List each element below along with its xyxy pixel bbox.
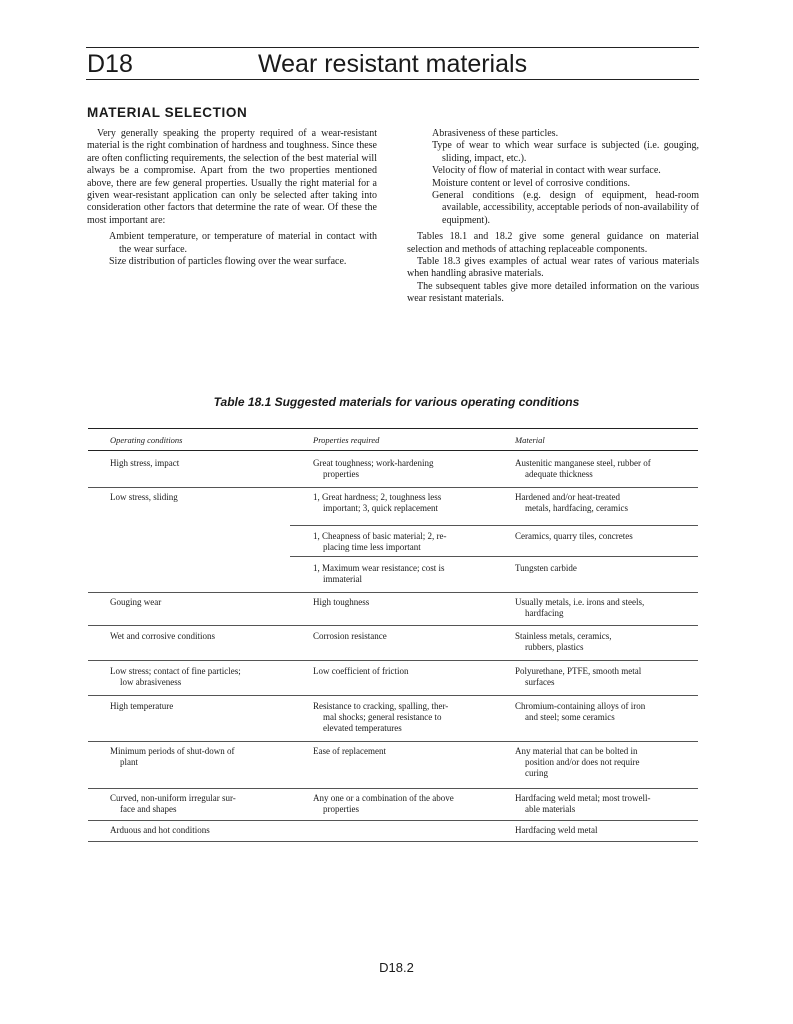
cell-line: Low stress; contact of fine particles; (110, 666, 241, 676)
cell-condition (110, 631, 285, 642)
table-row-rule (88, 695, 698, 696)
right-text-column (407, 128, 699, 306)
cell-properties (313, 563, 485, 585)
cell-material (515, 531, 693, 542)
cell-line: properties (323, 804, 359, 814)
cell-line: High toughness (313, 597, 370, 607)
cell-line: Ease of replacement (313, 746, 386, 756)
factor-item: Ambient temperature, or temperature of material in contact with the wear surface. (109, 231, 377, 255)
cell-properties (313, 531, 485, 553)
left-text-column (87, 128, 377, 268)
cell-material (515, 631, 693, 653)
cell-material (515, 597, 693, 619)
cell-line: and steel; some ceramics (525, 712, 615, 722)
cell-condition (110, 825, 285, 836)
cell-properties (313, 746, 485, 757)
cell-material (515, 701, 693, 723)
cell-condition (110, 701, 285, 712)
cell-properties (313, 631, 485, 642)
cell-line: important; 3, quick replacement (323, 503, 438, 513)
section-code: D18 (87, 50, 133, 78)
cell-line: Stainless metals, ceramics, (515, 631, 612, 641)
cell-line: 1, Maximum wear resistance; cost is (313, 563, 445, 573)
factor-item: Size distribution of particles flowing over the wear surface. (109, 256, 347, 268)
cell-line: 1, Cheapness of basic material; 2, re- (313, 531, 447, 541)
table-row-rule (88, 741, 698, 742)
cell-line: Ceramics, quarry tiles, concretes (515, 531, 633, 541)
cell-line: plant (120, 757, 138, 767)
cell-line: Hardened and/or heat-treated (515, 492, 620, 502)
cell-line: Low coefficient of friction (313, 666, 409, 676)
cell-properties (313, 701, 485, 734)
cell-line: High stress, impact (110, 458, 180, 468)
cell-line: rubbers, plastics (525, 642, 584, 652)
cell-line: Austenitic manganese steel, rubber of (515, 458, 651, 468)
table-row-rule (290, 556, 698, 557)
table-header-rule (88, 450, 698, 451)
cell-material (515, 563, 693, 574)
cell-line: low abrasiveness (120, 677, 182, 687)
cell-line: immaterial (323, 574, 362, 584)
cell-line: adequate thickness (525, 469, 593, 479)
intro-paragraph: Very generally speaking the property required of a wear-resistant material is the right combination of hardness and toughness. Since these are often conflicting requirements, the selection of the best material will always be a compromise. Apart from the two properties mentioned above, there are few general properties. Usually the right material for a given wear-resistant application can only be selected after taking into consideration other factors that determine the rate of wear. Of these the most important are: (87, 128, 377, 226)
cell-line: Hardfacing weld metal (515, 825, 598, 835)
guidance-paragraphs (407, 231, 699, 305)
cell-condition (110, 666, 285, 688)
factor-list-left (87, 231, 377, 268)
cell-line: 1, Great hardness; 2, toughness less (313, 492, 442, 502)
table-row-rule (88, 592, 698, 593)
factor-item: Type of wear to which wear surface is subjected (i.e. gouging, sliding, impact, etc.). (432, 140, 699, 164)
column-header-material: Material (515, 435, 545, 445)
table-row-rule (290, 525, 698, 526)
header-top-rule (86, 47, 699, 48)
cell-line: able materials (525, 804, 576, 814)
section-title: MATERIAL SELECTION (87, 105, 248, 120)
table-caption: Table 18.1 Suggested materials for various operating conditions (213, 395, 580, 409)
cell-properties (313, 666, 485, 677)
factor-item: General conditions (e.g. design of equipment, head-room available, accessibility, acceptable periods of non-availability of equipment). (432, 190, 699, 226)
cell-line: Usually metals, i.e. irons and steels, (515, 597, 645, 607)
cell-line: placing time less important (323, 542, 421, 552)
table-row-rule (88, 625, 698, 626)
cell-line: Polyurethane, PTFE, smooth metal (515, 666, 642, 676)
cell-condition (110, 746, 285, 768)
table-row-rule (88, 841, 698, 842)
cell-material (515, 458, 693, 480)
cell-properties (313, 458, 485, 480)
cell-line: metals, hardfacing, ceramics (525, 503, 628, 513)
table-row-rule (88, 820, 698, 821)
cell-material (515, 793, 693, 815)
cell-line: face and shapes (120, 804, 177, 814)
cell-line: Curved, non-uniform irregular sur- (110, 793, 236, 803)
cell-line: Hardfacing weld metal; most trowell- (515, 793, 651, 803)
cell-line: Arduous and hot conditions (110, 825, 210, 835)
cell-line: Tungsten carbide (515, 563, 577, 573)
cell-properties (313, 492, 485, 514)
cell-properties (313, 597, 485, 608)
page-title: Wear resistant materials (258, 50, 528, 78)
cell-line: properties (323, 469, 359, 479)
cell-line: mal shocks; general resistance to (323, 712, 442, 722)
body-paragraph: Tables 18.1 and 18.2 give some general guidance on material selection and methods of attaching replaceable components. (407, 231, 699, 255)
cell-line: hardfacing (525, 608, 564, 618)
page-number: D18.2 (379, 960, 414, 975)
column-header-conditions: Operating conditions (110, 435, 183, 445)
cell-line: Gouging wear (110, 597, 162, 607)
factor-item: Moisture content or level of corrosive conditions. (432, 177, 631, 189)
cell-line: Any material that can be bolted in (515, 746, 638, 756)
table-row-rule (88, 660, 698, 661)
table-row-rule (88, 788, 698, 789)
table-top-rule (88, 428, 698, 429)
table-row-rule (88, 487, 698, 488)
cell-line: Wet and corrosive conditions (110, 631, 215, 641)
cell-condition (110, 492, 285, 503)
cell-properties (313, 793, 485, 815)
cell-line: curing (525, 768, 548, 778)
cell-line: Resistance to cracking, spalling, ther- (313, 701, 449, 711)
cell-line: High temperature (110, 701, 174, 711)
cell-line: Corrosion resistance (313, 631, 387, 641)
cell-line: Minimum periods of shut-down of (110, 746, 235, 756)
cell-material (515, 825, 693, 836)
cell-material (515, 746, 693, 779)
body-paragraph: The subsequent tables give more detailed information on the various wear resistant materials. (407, 280, 699, 305)
factor-list-right (407, 128, 699, 227)
cell-condition (110, 597, 285, 608)
cell-line: Low stress, sliding (110, 492, 178, 502)
cell-line: Any one or a combination of the above (313, 793, 454, 803)
factor-item: Abrasiveness of these particles. (432, 128, 559, 139)
header-bottom-rule (86, 79, 699, 80)
cell-line: elevated temperatures (323, 723, 402, 733)
cell-material (515, 666, 693, 688)
cell-material (515, 492, 693, 514)
cell-line: Chromium-containing alloys of iron (515, 701, 646, 711)
cell-line: Great toughness; work-hardening (313, 458, 434, 468)
cell-condition (110, 458, 285, 469)
body-paragraph: Table 18.3 gives examples of actual wear rates of various materials when handling abrasive materials. (407, 256, 699, 280)
factor-item: Velocity of flow of material in contact with wear surface. (432, 165, 661, 177)
cell-line: surfaces (525, 677, 555, 687)
cell-line: position and/or does not require (525, 757, 640, 767)
column-header-properties: Properties required (313, 435, 380, 445)
cell-condition (110, 793, 285, 815)
